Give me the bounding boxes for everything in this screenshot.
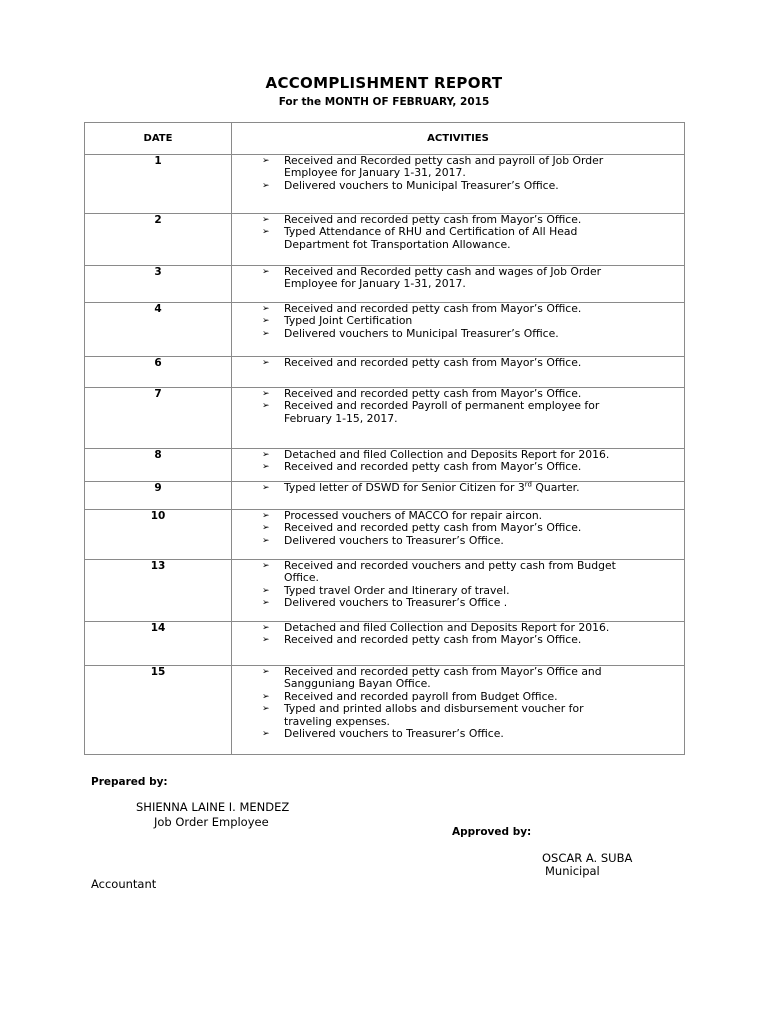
row-activities [232,303,685,357]
approver-role-line1: Municipal [545,864,600,878]
arrowhead-bullet-icon: ➢ [262,389,270,399]
row-date: 2 [85,214,232,266]
activity-list [232,560,684,610]
activity-list [232,449,684,474]
report-subtitle: For the MONTH OF FEBRUARY, 2015 [278,96,490,108]
row-date: 10 [85,510,232,560]
activity-list [232,510,684,547]
activity-list [232,266,684,291]
table-row [85,449,685,482]
activity-text: Received and recorded payroll from Budget Office. [284,689,558,703]
activity-list [232,666,684,740]
preparer-role: Job Order Employee [154,815,269,829]
arrowhead-bullet-icon: ➢ [262,462,270,473]
activity-text: Received and Recorded petty cash and wages of Job Order Employee for January 1-31, 2017. [284,265,602,291]
arrowhead-bullet-icon: ➢ [262,704,270,715]
list-item [232,482,684,494]
table-row [85,155,685,214]
row-activities [232,388,685,449]
list-item [232,666,684,691]
activity-list [232,482,684,494]
activity-text: Received and recorded petty cash from Mayor’s Office. [284,387,582,400]
list-item [232,400,684,425]
activity-list [232,155,684,192]
activity-text: Typed Joint Certification [284,314,413,328]
row-activities [232,449,685,482]
arrowhead-bullet-icon: ➢ [262,511,270,521]
row-date: 6 [85,357,232,388]
row-activities [232,482,685,510]
arrowhead-bullet-icon: ➢ [262,667,270,677]
activity-list [232,357,684,369]
row-activities [232,214,685,266]
row-date: 3 [85,266,232,303]
activity-text: Received and recorded vouchers and petty cash from Budget Office. [284,559,616,585]
date-column-header: DATE [85,123,232,155]
arrowhead-bullet-icon: ➢ [262,328,270,339]
table-row [85,510,685,560]
preparer-name: SHIENNA LAINE I. MENDEZ [136,800,290,814]
arrowhead-bullet-icon: ➢ [262,215,270,225]
arrowhead-bullet-icon: ➢ [262,156,270,166]
row-activities [232,560,685,622]
arrowhead-bullet-icon: ➢ [262,401,270,412]
activity-text: Detached and filed Collection and Deposits Report for 2016. [284,448,610,461]
activity-list [232,303,684,340]
activity-text: Received and recorded petty cash from Mayor’s Office. [284,633,582,647]
table-body [85,155,685,755]
arrowhead-bullet-icon: ➢ [262,585,270,596]
list-item [232,461,684,473]
activity-text: Received and recorded petty cash from Mayor’s Office and Sangguniang Bayan Office. [284,665,602,691]
row-activities [232,510,685,560]
activity-text: Delivered vouchers to Municipal Treasurer’s Office. [284,178,559,192]
activity-text: Typed travel Order and Itinerary of travel. [284,583,510,597]
activity-text: Delivered vouchers to Municipal Treasurer’s Office. [284,326,559,340]
table-row [85,666,685,755]
activity-text: Detached and filed Collection and Deposits Report for 2016. [284,621,610,634]
activity-list [232,388,684,425]
activities-table [84,122,685,755]
list-item [232,597,684,609]
arrowhead-bullet-icon: ➢ [262,623,270,633]
arrowhead-bullet-icon: ➢ [262,358,270,368]
list-item [232,634,684,646]
list-item [232,703,684,728]
arrowhead-bullet-icon: ➢ [262,535,270,546]
arrowhead-bullet-icon: ➢ [262,598,270,609]
approver-name: OSCAR A. SUBA [542,851,633,865]
activity-text: Received and recorded petty cash from Mayor’s Office. [284,213,582,226]
activity-text: Typed and printed allobs and disbursement voucher for traveling expenses. [284,702,584,728]
approved-by-label: Approved by: [452,826,532,838]
row-date: 8 [85,449,232,482]
list-item [232,357,684,369]
arrowhead-bullet-icon: ➢ [262,450,270,460]
activities-column-header: ACTIVITIES [232,123,685,155]
arrowhead-bullet-icon: ➢ [262,635,270,646]
arrowhead-bullet-icon: ➢ [262,180,270,191]
arrowhead-bullet-icon: ➢ [262,523,270,534]
row-activities [232,666,685,755]
table-row [85,482,685,510]
list-item [232,180,684,192]
row-date: 1 [85,155,232,214]
activity-text: Delivered vouchers to Treasurer’s Office. [284,727,504,741]
activity-text: Received and recorded Payroll of permanent employee for February 1-15, 2017. [284,399,600,425]
table-row [85,214,685,266]
table-row [85,388,685,449]
activity-list [232,214,684,251]
row-activities [232,357,685,388]
table-row [85,303,685,357]
activity-text: Typed letter of DSWD for Senior Citizen for 3rd Quarter. [284,480,580,494]
prepared-by-label: Prepared by: [91,776,168,788]
list-item [232,266,684,291]
activity-list [232,622,684,647]
list-item [232,328,684,340]
row-date: 14 [85,622,232,666]
activity-text: Processed vouchers of MACCO for repair aircon. [284,509,543,522]
list-item [232,535,684,547]
row-activities [232,622,685,666]
row-date: 4 [85,303,232,357]
activity-text: Received and recorded petty cash from Mayor’s Office. [284,521,582,535]
table-row [85,266,685,303]
row-date: 13 [85,560,232,622]
arrowhead-bullet-icon: ➢ [262,729,270,740]
table-row [85,560,685,622]
list-item [232,560,684,585]
row-activities [232,155,685,214]
arrowhead-bullet-icon: ➢ [262,267,270,277]
arrowhead-bullet-icon: ➢ [262,483,270,493]
row-date: 7 [85,388,232,449]
activity-text: Typed Attendance of RHU and Certification of All Head Department fot Transportation Allowance. [284,225,578,251]
activity-text: Received and recorded petty cash from Mayor’s Office. [284,302,582,315]
arrowhead-bullet-icon: ➢ [262,691,270,702]
activity-text: Received and Recorded petty cash and payroll of Job Order Employee for January 1-31, 2017. [284,154,604,180]
arrowhead-bullet-icon: ➢ [262,561,270,571]
arrowhead-bullet-icon: ➢ [262,227,270,238]
table-header-row [85,123,685,155]
arrowhead-bullet-icon: ➢ [262,316,270,327]
row-date: 15 [85,666,232,755]
list-item [232,226,684,251]
activity-text: Received and recorded petty cash from Mayor’s Office. [284,356,582,369]
approver-role-line2: Accountant [91,877,157,891]
arrowhead-bullet-icon: ➢ [262,304,270,314]
activity-text: Delivered vouchers to Treasurer’s Office. [284,533,504,547]
activity-text: Received and recorded petty cash from Mayor’s Office. [284,460,582,474]
list-item [232,728,684,740]
row-activities [232,266,685,303]
row-date: 9 [85,482,232,510]
list-item [232,155,684,180]
report-title: ACCOMPLISHMENT REPORT [265,74,503,92]
activity-text: Delivered vouchers to Treasurer’s Office . [284,596,508,610]
table-row [85,357,685,388]
table-row [85,622,685,666]
